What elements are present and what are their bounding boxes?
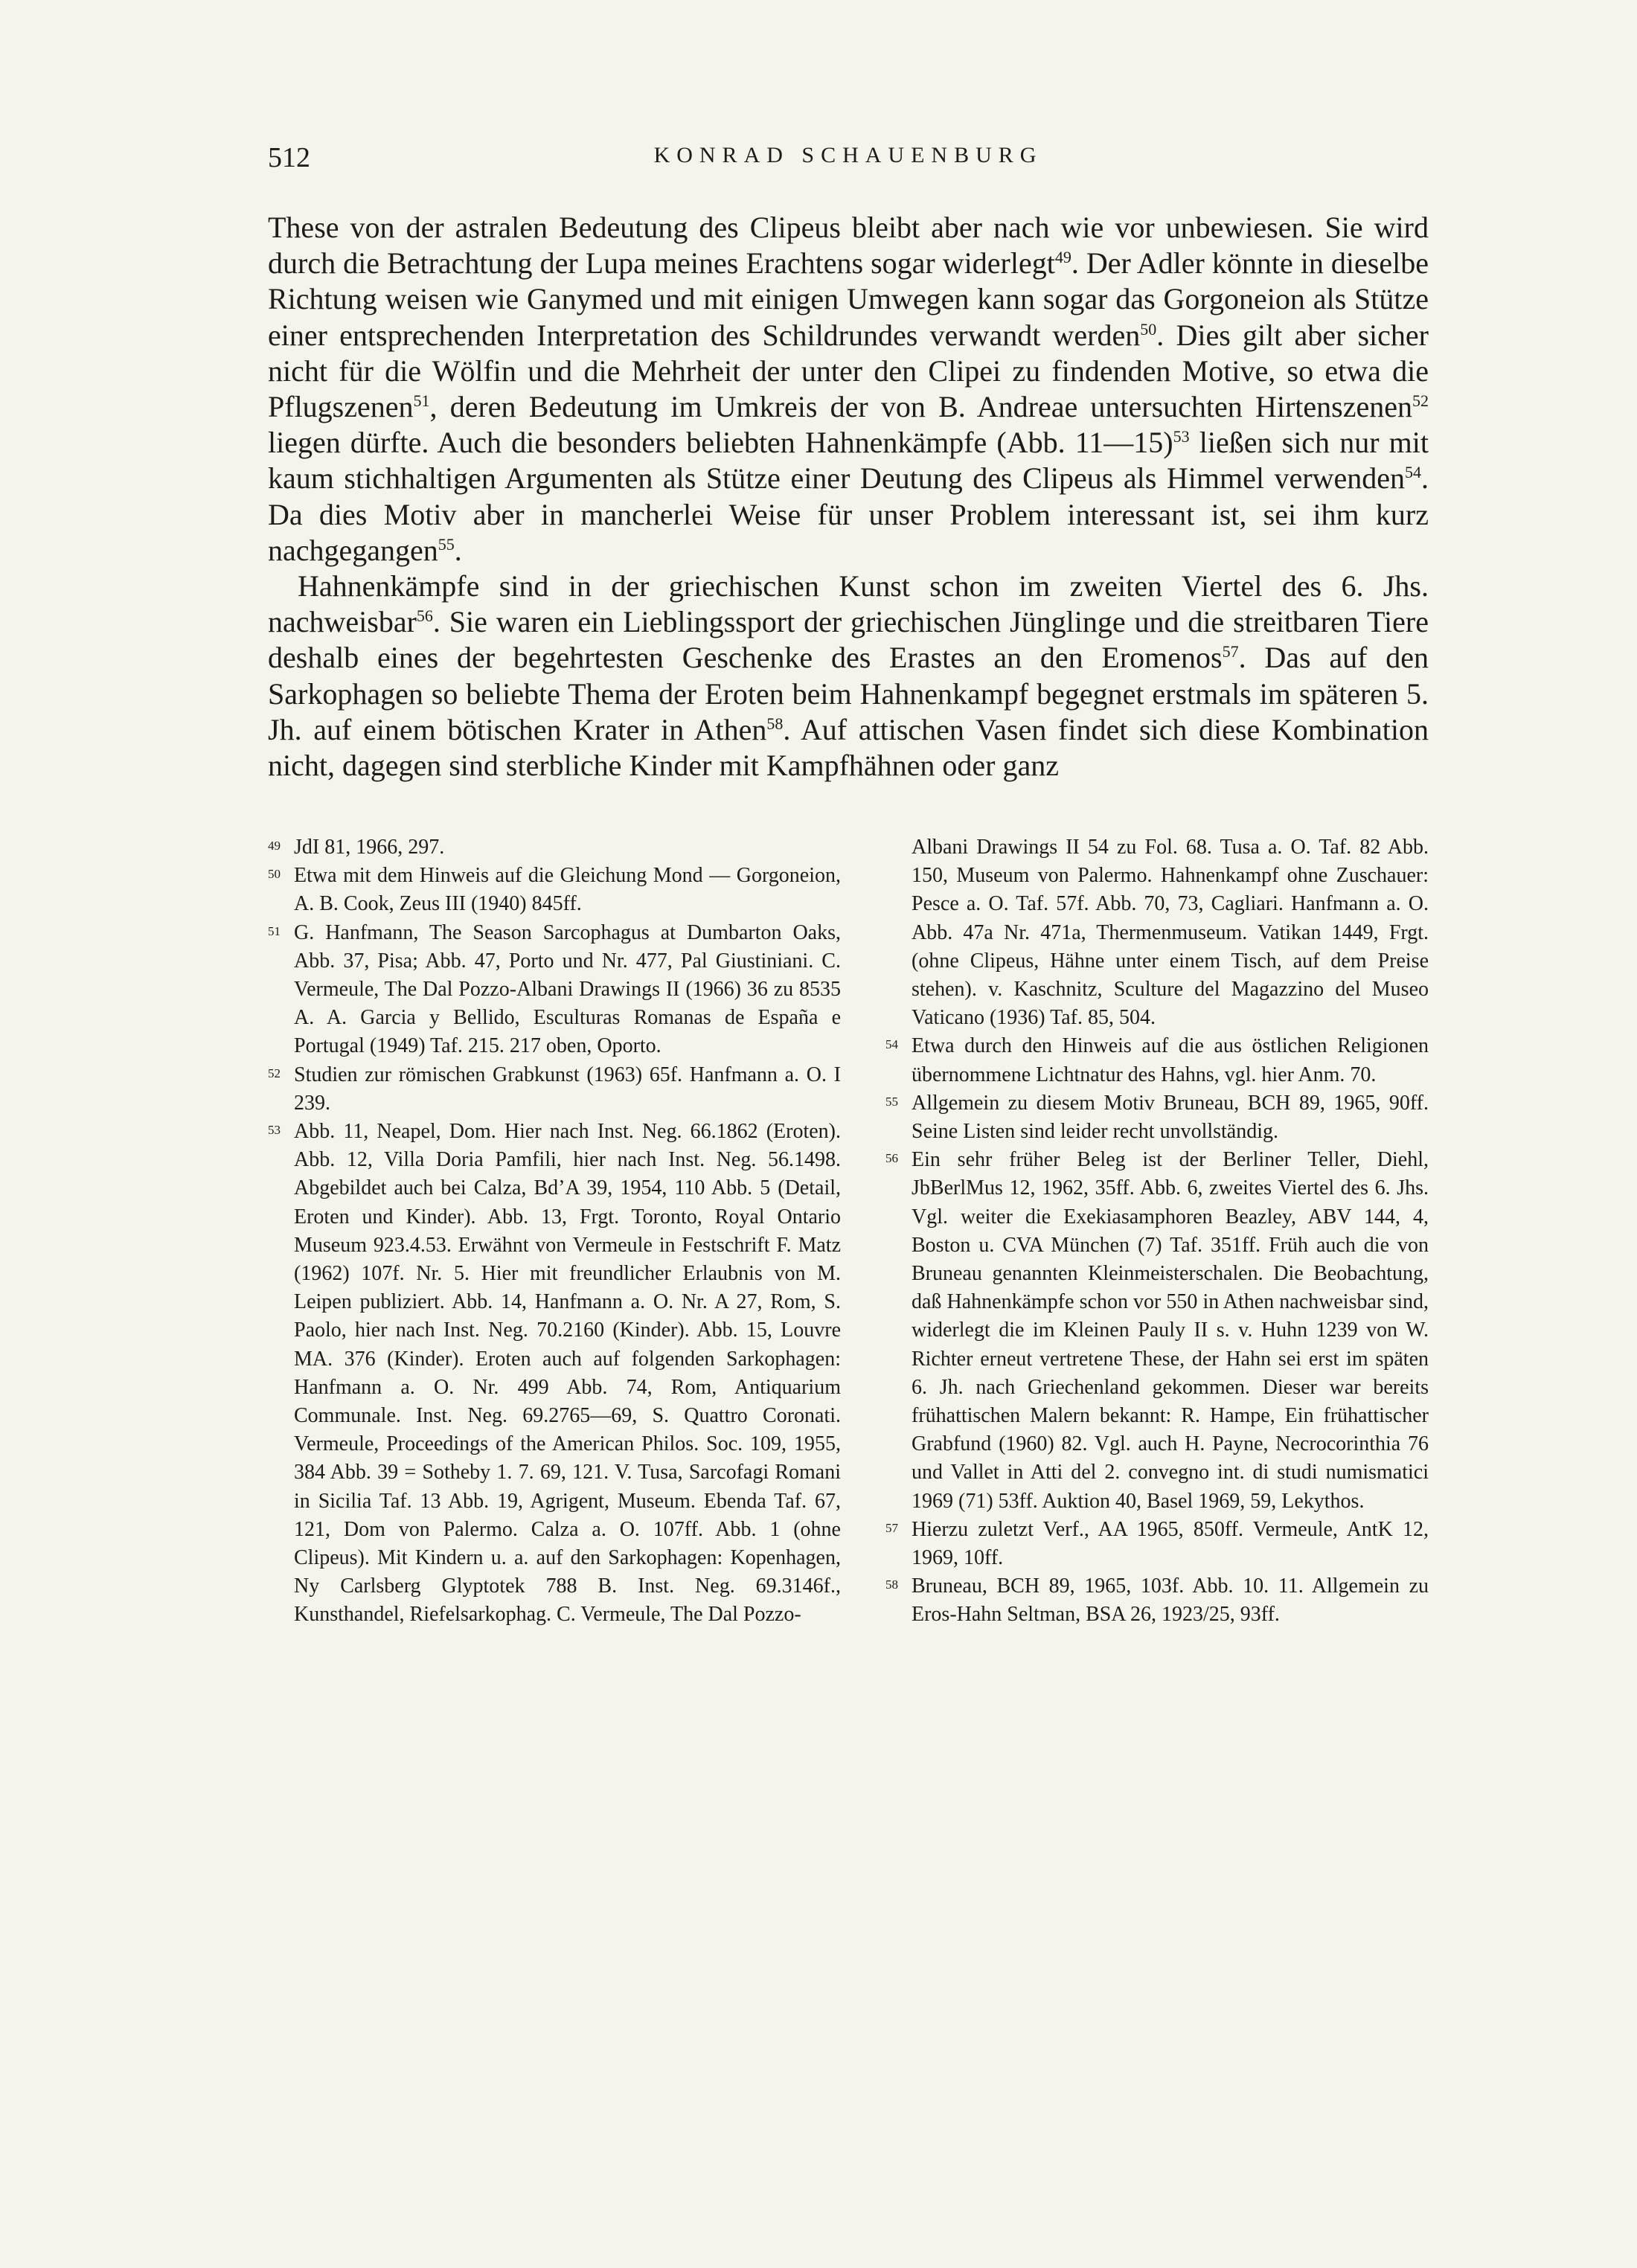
page-header <box>268 141 1429 179</box>
footnote-number: 54 <box>885 1037 898 1052</box>
footnote-text: Studien zur römischen Grabkunst (1963) 65f. Hanfmann a. O. I 239. <box>294 1063 841 1115</box>
footnote-number: 57 <box>885 1520 898 1535</box>
footnote-number: 53 <box>268 1123 281 1138</box>
footnote-text: Bruneau, BCH 89, 1965, 103f. Abb. 10. 11. Allgemein zu Eros-Hahn Seltman, BSA 26, 1923/25, 93ff. <box>912 1575 1429 1627</box>
running-head: KONRAD SCHAUENBURG <box>653 143 1043 167</box>
footnote-49 <box>268 833 841 862</box>
footnote-58 <box>885 1572 1429 1629</box>
text-run: . Dies gilt aber sicher nicht für die Wölfin und die Mehrheit der unter den Clipei zu findenden Motive, so etwa die Pflugszenen <box>268 318 1429 424</box>
text-run: . Der Adler könnte in dieselbe Richtung weisen wie Ganymed und mit einigen Umwegen kann sogar das Gorgoneion als Stütze einer entsprechenden Interpretation des Schildrundes verwandt werden <box>268 246 1429 352</box>
text-run: liegen dürfte. Auch die besonders beliebten Hahnenkämpfe (Abb. 11—15) <box>268 426 1173 460</box>
footnote-54 <box>885 1032 1429 1089</box>
footnote-text: Allgemein zu diesem Motiv Bruneau, BCH 89, 1965, 90ff. Seine Listen sind leider recht unvollständig. <box>912 1091 1429 1144</box>
text-run: . Sie waren ein Lieblingssport der griechischen Jünglinge und die streitbaren Tiere deshalb eines der begehrtesten Geschenke des Erastes an den Eromenos <box>268 605 1429 675</box>
paragraph-2 <box>268 568 1429 784</box>
footnote-text: G. Hanfmann, The Season Sarcophagus at Dumbarton Oaks, Abb. 37, Pisa; Abb. 47, Porto und Nr. 477, Pal Giustiniani. C. Vermeule, The Dal Pozzo-Albani Drawings II (1966) 36 zu 8535 A. A. Garcia y Bellido, Esculturas Romanas de España e Portugal (1949) Taf. 215. 217 oben, Oporto. <box>294 920 841 1058</box>
footnote-text: Ein sehr früher Beleg ist der Berliner Teller, Diehl, JbBerlMus 12, 1962, 35ff. Abb. 6, zweites Viertel des 6. Jhs. Vgl. weiter die Exekiasamphoren Beazley, ABV 144, 4, Boston u. CVA München (7) Taf. 351ff. Früh auch die von Bruneau genannten Kleinmeisterschalen. Die Beobachtung, daß Hahnenkämpfe schon vor 550 in Athen nachweisbar sind, widerlegt die im Kleinen Pauly II s. v. Huhn 1239 von W. Richter erneut vertretene These, der Hahn sei erst im späten 6. Jh. nach Griechenland gekommen. Dieser war bereits frühattischen Malern bekannt: R. Hampe, Ein frühattischer Grabfund (1960) 82. Vgl. auch H. Payne, Necrocorinthia 76 und Vallet in Atti del 2. convegno int. di studi numismatici 1969 (71) 53ff. Auktion 40, Basel 1969, 59, Lekythos. <box>912 1148 1429 1513</box>
text-run: , deren Bedeutung im Umkreis der von B. Andreae untersuchten Hirtenszenen <box>429 390 1412 424</box>
footnote-number: 51 <box>268 923 281 938</box>
footnote-51 <box>268 919 841 1061</box>
footnote-text: Etwa durch den Hinweis auf die aus östlichen Religionen übernommene Lichtnatur des Hahns, vgl. hier Anm. 70. <box>912 1034 1429 1086</box>
footnote-57 <box>885 1516 1429 1572</box>
footnote-53-continued <box>885 833 1429 1032</box>
footnote-number: 55 <box>885 1094 898 1109</box>
text-run: ließen sich nur mit kaum stichhaltigen Argumenten als Stütze einer Deutung des Clipeus als Himmel verwenden <box>268 426 1429 496</box>
footnote-number: 49 <box>268 839 281 853</box>
footnote-number: 52 <box>268 1066 281 1080</box>
footnote-ref: 56 <box>416 606 433 626</box>
footnote-53 <box>268 1118 841 1630</box>
footnote-ref: 58 <box>766 714 784 733</box>
main-text <box>268 210 1429 784</box>
text-run: Hahnenkämpfe sind in der griechischen Kunst schon im zweiten Viertel des 6. Jhs. nachweisbar <box>268 569 1429 639</box>
footnote-text: Etwa mit dem Hinweis auf die Gleichung Mond — Gorgoneion, A. B. Cook, Zeus III (1940) 845ff. <box>294 864 841 916</box>
footnote-ref: 50 <box>1140 319 1157 339</box>
footnote-ref: 53 <box>1173 427 1190 446</box>
footnote-50 <box>268 862 841 918</box>
text-run: These von der astralen Bedeutung des Clipeus bleibt aber nach wie vor unbewiesen. Sie wird durch die Betrachtung der Lupa meines Erachtens sogar widerlegt <box>268 211 1429 281</box>
page-number: 512 <box>268 142 310 173</box>
paragraph-1 <box>268 210 1429 568</box>
text-run: . Da dies Motiv aber in mancherlei Weise für unser Problem interessant ist, sei ihm kurz nachgegangen <box>268 461 1429 567</box>
footnote-ref: 55 <box>438 534 455 554</box>
footnote-text: Albani Drawings II 54 zu Fol. 68. Tusa a. O. Taf. 82 Abb. 150, Museum von Palermo. Hahnenkampf ohne Zuschauer: Pesce a. O. Taf. 57f. Abb. 70, 73, Cagliari. Hanfmann a. O. Abb. 47a Nr. 471a, Thermenmuseum. Vatikan 1449, Frgt. (ohne Clipeus, Hähne unter einem Tisch, auf dem Preise stehen). v. Kaschnitz, Sculture del Magazzino del Museo Vaticano (1936) Taf. 85, 504. <box>912 836 1429 1030</box>
footnote-55 <box>885 1089 1429 1146</box>
footnote-column-left <box>268 833 841 1630</box>
footnote-ref: 49 <box>1054 248 1071 267</box>
text-run: . Das auf den Sarkophagen so beliebte Thema der Eroten beim Hahnenkampf begegnet erstmals im späteren 5. Jh. auf einem bötischen Krater in Athen <box>268 641 1429 746</box>
text-run: . Auf attischen Vasen findet sich diese Kombination nicht, dagegen sind sterbliche Kinder mit Kampfhähnen oder ganz <box>268 712 1429 783</box>
footnote-number: 50 <box>268 867 281 882</box>
footnote-number: 58 <box>885 1577 898 1592</box>
footnote-text: Hierzu zuletzt Verf., AA 1965, 850ff. Vermeule, AntK 12, 1969, 10ff. <box>912 1517 1429 1570</box>
footnotes <box>268 833 1429 1630</box>
text-run: . <box>454 533 462 567</box>
footnote-ref: 52 <box>1412 391 1429 411</box>
footnote-column-right <box>885 833 1429 1630</box>
footnote-text: Abb. 11, Neapel, Dom. Hier nach Inst. Neg. 66.1862 (Eroten). Abb. 12, Villa Doria Pamfili, hier nach Inst. Neg. 56.1498. Abgebildet auch bei Calza, Bd’A 39, 1954, 110 Abb. 5 (Detail, Eroten und Kinder). Abb. 13, Frgt. Toronto, Royal Ontario Museum 923.4.53. Erwähnt von Vermeule in Festschrift F. Matz (1962) 107f. Nr. 5. Hier mit freundlicher Erlaubnis von M. Leipen publiziert. Abb. 14, Hanfmann a. O. Nr. A 27, Rom, S. Paolo, hier nach Inst. Neg. 70.2160 (Kinder). Abb. 15, Louvre MA. 376 (Kinder). Eroten auch auf folgenden Sarkophagen: Hanfmann a. O. Nr. 499 Abb. 74, Rom, Antiquarium Communale. Inst. Neg. 69.2765—69, S. Quattro Coronati. Vermeule, Proceedings of the American Philos. Soc. 109, 1955, 384 Abb. 39 = Sotheby 1. 7. 69, 121. V. Tusa, Sarcofagi Romani in Sicilia Taf. 13 Abb. 19, Agrigent, Museum. Ebenda Taf. 67, 121, Dom von Palermo. Calza a. O. 107ff. Abb. 1 (ohne Clipeus). Mit Kindern u. a. auf den Sarkophagen: Kopenhagen, Ny Carlsberg Glyptotek 788 B. Inst. Neg. 69.3146f., Kunsthandel, Riefelsarkophag. C. Vermeule, The Dal Pozzo- <box>294 1120 841 1627</box>
footnote-52 <box>268 1061 841 1118</box>
footnote-56 <box>885 1146 1429 1516</box>
footnote-number: 56 <box>885 1151 898 1166</box>
footnote-ref: 57 <box>1222 642 1239 662</box>
footnote-ref: 54 <box>1405 463 1421 482</box>
footnote-ref: 51 <box>413 391 430 411</box>
footnote-text: JdI 81, 1966, 297. <box>294 836 445 859</box>
